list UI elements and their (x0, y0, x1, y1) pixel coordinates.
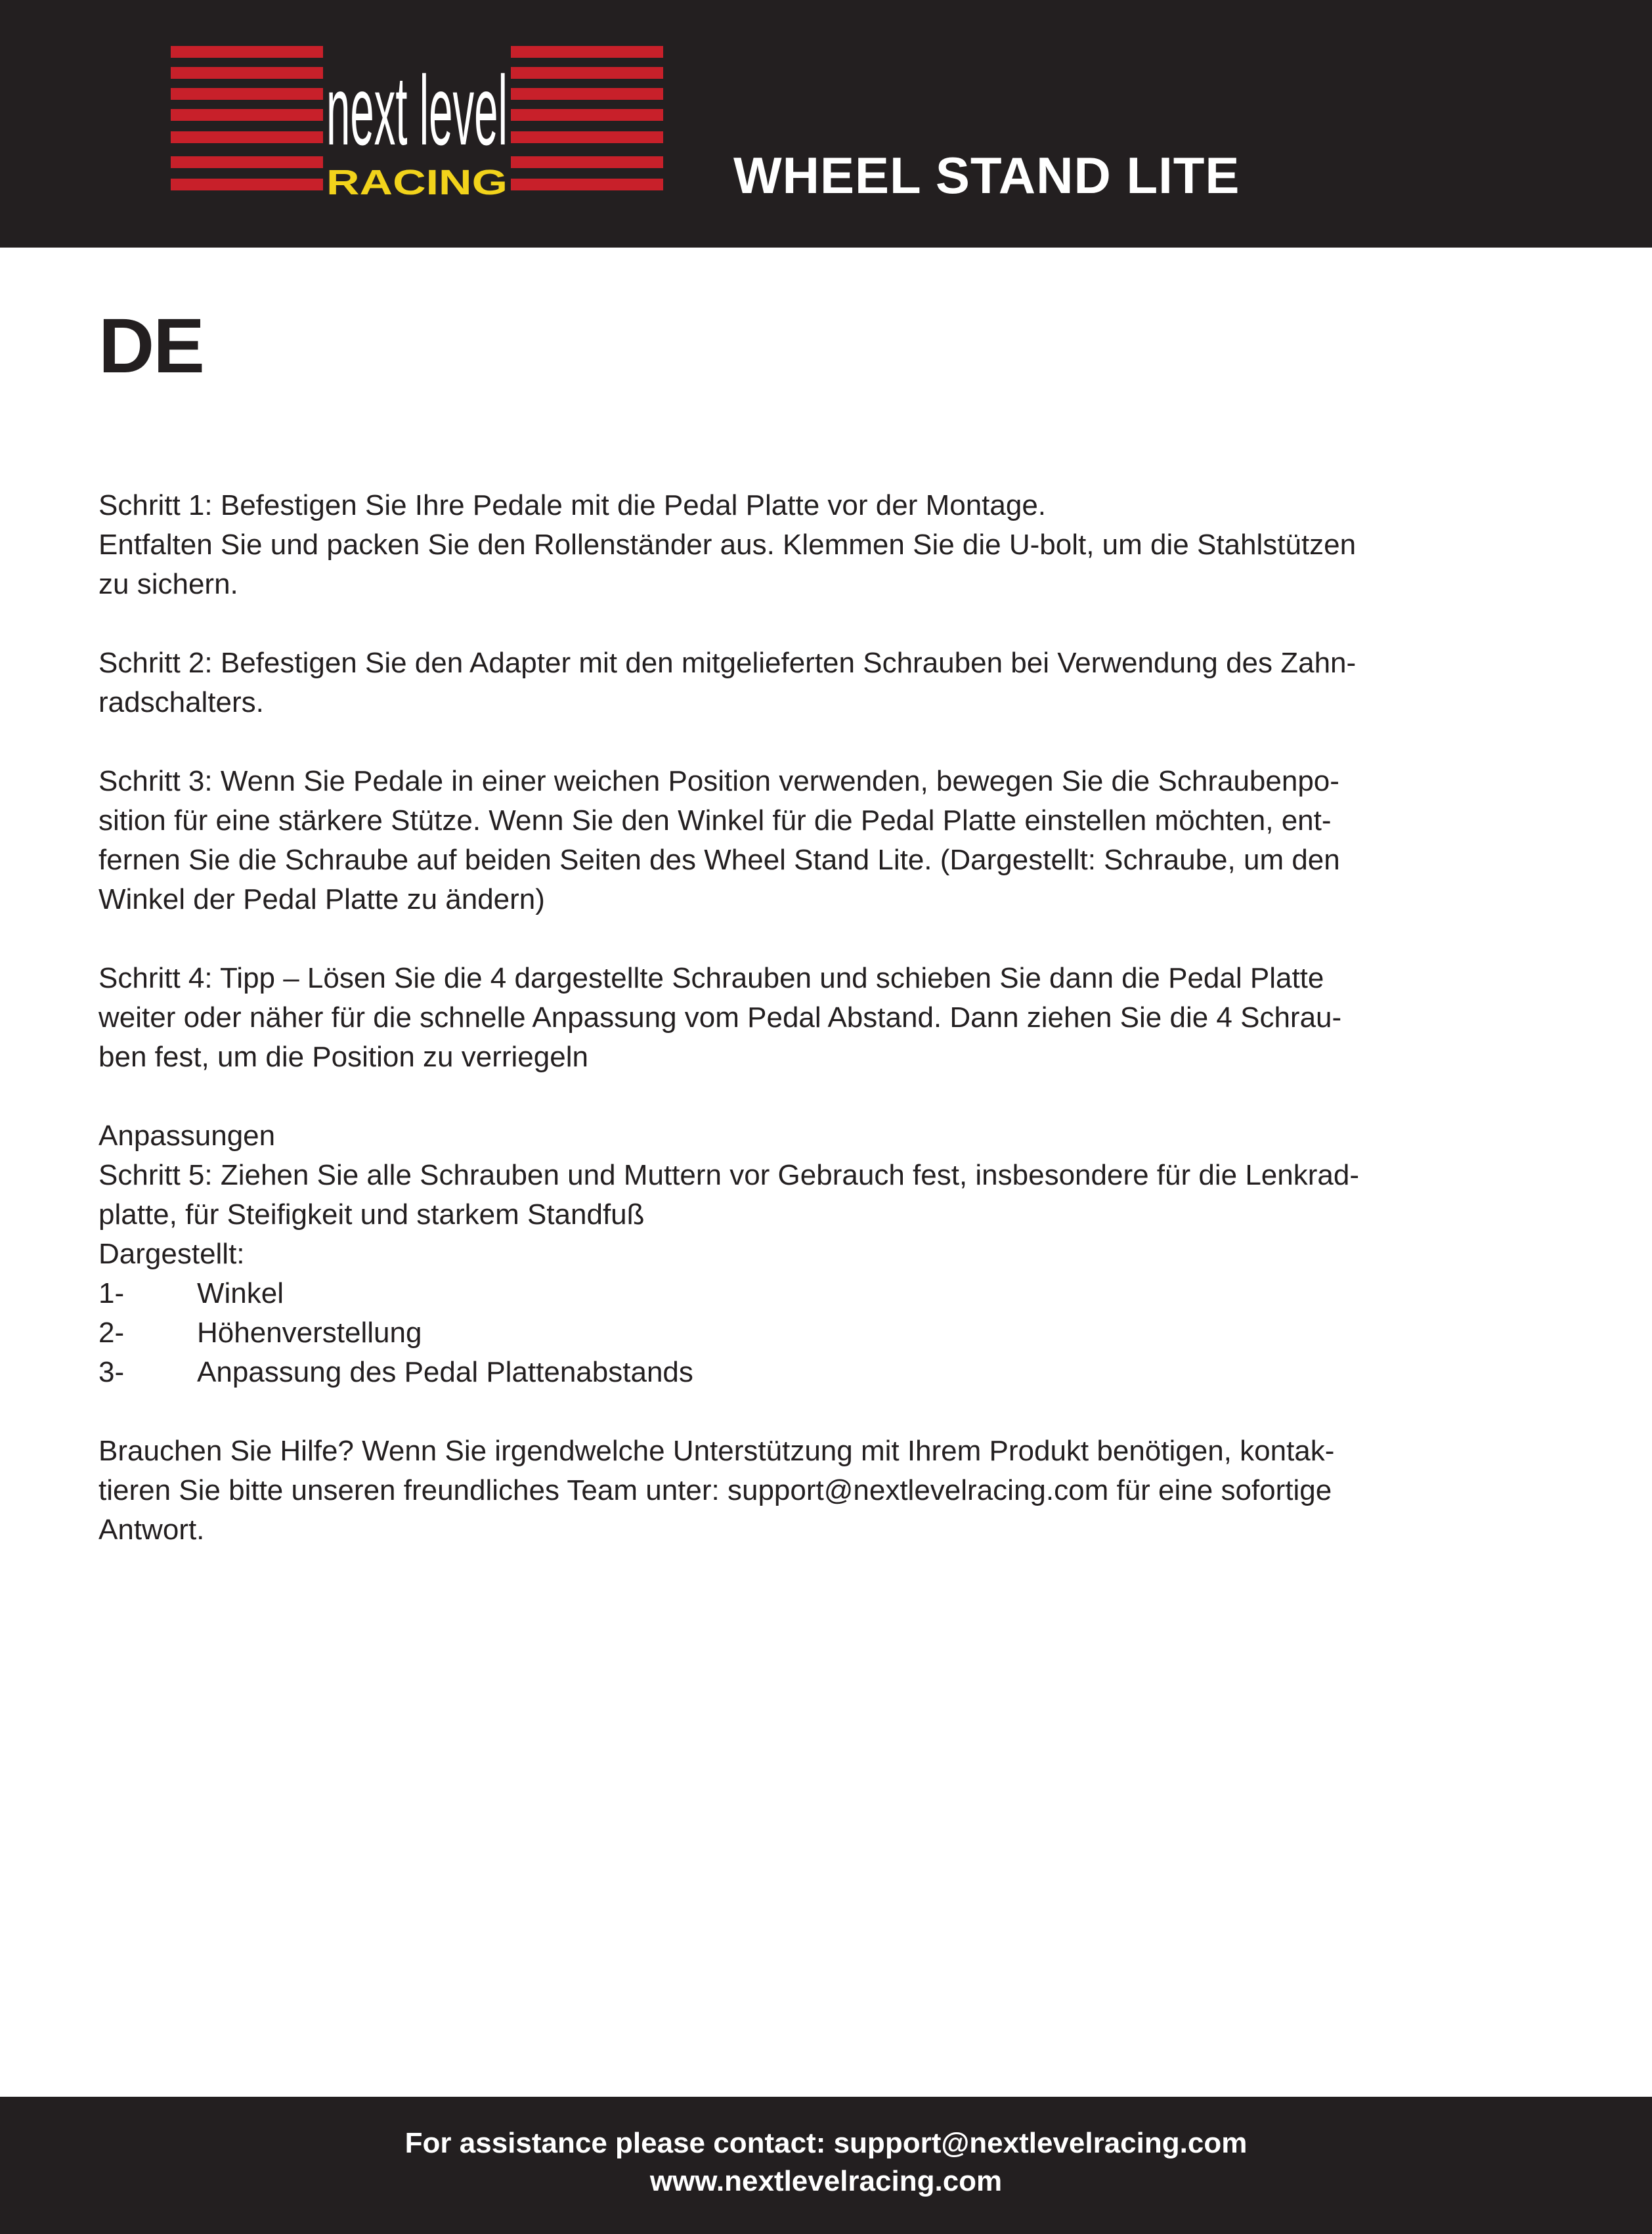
text-line: Dargestellt: (98, 1238, 245, 1270)
list-item-number: 1- (98, 1277, 125, 1309)
list-item (98, 1353, 1576, 1392)
text-line: Anpassungen (98, 1120, 276, 1152)
instructions-body (98, 486, 1576, 1550)
text-line: platte, für Steifigkeit und starkem Standfuß (98, 1198, 645, 1231)
text-line: Schritt 5: Ziehen Sie alle Schrauben und Muttern vor Gebrauch fest, insbesondere für die Lenkrad- (98, 1159, 1359, 1191)
footer-contact: For assistance please contact: support@nextlevelracing.com (404, 2127, 1248, 2159)
logo-text-next-level: next level (326, 55, 508, 165)
text-line: Schritt 2: Befestigen Sie den Adapter mit den mitgelieferten Schrauben bei Verwendung des Zahn- (98, 647, 1357, 679)
list-item (98, 1313, 1576, 1353)
text-line: Brauchen Sie Hilfe? Wenn Sie irgendwelche Unterstützung mit Ihrem Produkt benötigen, kontak- (98, 1435, 1335, 1467)
language-heading: DE (98, 303, 204, 389)
list-item-text: Winkel (197, 1277, 284, 1309)
text-line: weiter oder näher für die schnelle Anpassung vom Pedal Abstand. Dann ziehen Sie die 4 Schrau- (98, 1001, 1342, 1034)
text-line: sition für eine stärkere Stütze. Wenn Sie den Winkel für die Pedal Platte einstellen möchten, ent- (98, 804, 1332, 837)
text-line: ben fest, um die Position zu verriegeln (98, 1041, 588, 1073)
footer-website: www.nextlevelracing.com (649, 2165, 1003, 2197)
list-item-text: Höhenverstellung (197, 1317, 422, 1349)
next-level-racing-logo (171, 46, 663, 206)
page-header (0, 0, 1652, 248)
text-line: radschalters. (98, 686, 264, 718)
list-item (98, 1274, 1576, 1313)
text-line: Schritt 3: Wenn Sie Pedale in einer weichen Position verwenden, bewegen Sie die Schraubenpo- (98, 765, 1339, 797)
text-line: tieren Sie bitte unseren freundliches Team unter: support@nextlevelracing.com für eine sofortige (98, 1474, 1332, 1506)
list-item-number: 2- (98, 1317, 125, 1349)
text-line: Antwort. (98, 1514, 205, 1546)
text-line: Entfalten Sie und packen Sie den Rollenständer aus. Klemmen Sie die U-bolt, um die Stahlstützen (98, 529, 1357, 561)
page-footer (0, 2097, 1652, 2234)
text-line: Schritt 4: Tipp – Lösen Sie die 4 dargestellte Schrauben und schieben Sie dann die Pedal Platte (98, 962, 1324, 994)
logo-text-racing: RACING (326, 163, 508, 202)
text-line: Schritt 1: Befestigen Sie Ihre Pedale mit die Pedal Platte vor der Montage. (98, 489, 1047, 521)
list-item-number: 3- (98, 1356, 125, 1388)
text-line: zu sichern. (98, 568, 238, 600)
product-title: WHEEL STAND LITE (733, 146, 1240, 204)
text-line: Winkel der Pedal Platte zu ändern) (98, 883, 545, 915)
list-item-text: Anpassung des Pedal Plattenabstands (197, 1356, 693, 1388)
text-line: fernen Sie die Schraube auf beiden Seiten des Wheel Stand Lite. (Dargestellt: Schraube, um den (98, 844, 1340, 876)
